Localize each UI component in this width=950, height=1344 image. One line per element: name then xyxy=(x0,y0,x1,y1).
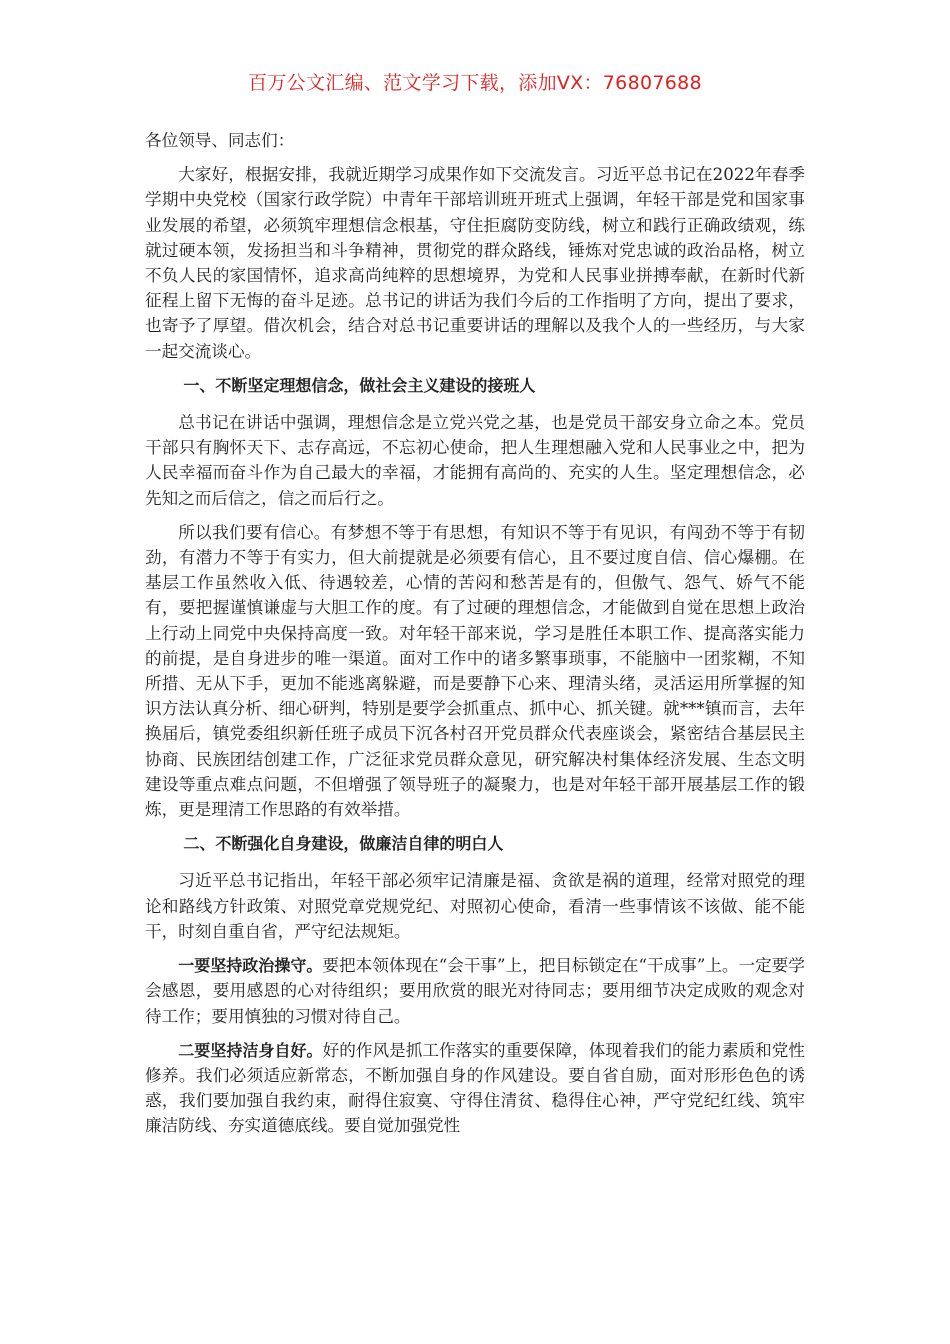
point-2-lead: 二要坚持洁身自好。 xyxy=(178,1040,323,1060)
document-body xyxy=(145,128,805,1148)
intro-paragraph: 大家好，根据安排，我就近期学习成果作如下交流发言。习近平总书记在2022年春季学期中央党校（国家行政学院）中青年干部培训班开班式上强调，年轻干部是党和国家事业发展的希望，必须筑牢理想信念根基，守住拒腐防变防线，树立和践行正确政绩观，练就过硬本领，发扬担当和斗争精神，贯彻党的群众路线，锤炼对党忠诚的政治品格，树立不负人民的家国情怀，追求高尚纯粹的思想境界，为党和人民事业拼搏奉献，在新时代新征程上留下无悔的奋斗足迹。总书记的讲话为我们今后的工作指明了方向，提出了要求，也寄予了厚望。借次机会，结合对总书记重要讲话的理解以及我个人的一些经历，与大家一起交流谈心。 xyxy=(145,165,805,361)
section-1-paragraph-2: 所以我们要有信心。有梦想不等于有思想，有知识不等于有见识，有闯劲不等于有韧劲，有潜力不等于有实力，但大前提就是必须要有信心，且不要过度自信、信心爆棚。在基层工作虽然收入低、待遇较差，心情的苦闷和愁苦是有的，但傲气、怨气、娇气不能有，要把握谨慎谦虚与大胆工作的度。有了过硬的理想信念，才能做到自觉在思想上政治上行动上同党中央保持高度一致。对年轻干部来说，学习是胜任本职工作、提高落实能力的前提，是自身进步的唯一渠道。面对工作中的诸多繁事琐事，不能脑中一团浆糊，不知所措、无从下手，更加不能逃离躲避，而是要静下心来、理清头绪，灵活运用所掌握的知识方法认真分析、细心研判，特别是要学会抓重点、抓中心、抓关键。就***镇而言，去年换届后，镇党委组织新任班子成员下沉各村召开党员群众代表座谈会，紧密结合基层民主协商、民族团结创建工作，广泛征求党员群众意见，研究解决村集体经济发展、生态文明建设等重点难点问题，不但增强了领导班子的凝聚力，也是对年轻干部开展基层工作的锻炼，更是理清工作思路的有效举措。 xyxy=(145,522,805,820)
point-2-text: 好的作风是抓工作落实的重要保障，体现着我们的能力素质和党性修养。我们必须适应新常态，不断加强自身的作风建设。要自省自励，面对形形色色的诱惑，我们要加强自我约束，耐得住寂寞、守得住清贫、稳得住心神，严守党纪红线、筑牢廉洁防线、夯实道德底线。要自觉加强党性 xyxy=(145,1040,805,1136)
section-2-point-1 xyxy=(145,953,805,1029)
salutation: 各位领导、同志们： xyxy=(145,131,295,150)
section-1-heading: 一、不断坚定理想信念，做社会主义建设的接班人 xyxy=(183,375,536,395)
point-1-lead: 一要坚持政治操守。 xyxy=(178,956,323,976)
section-2-paragraph-1: 习近平总书记指出，年轻干部必须牢记清廉是福、贪欲是祸的道理，经常对照党的理论和路线方针政策、对照党章党规党纪、对照初心使命，看清一些事情该不该做、能不能干，时刻自重自省，严守纪法规矩。 xyxy=(145,871,805,941)
section-2-point-2 xyxy=(145,1038,805,1139)
watermark-header: 百万公文汇编、范文学习下载，添加VX：76807688 xyxy=(248,72,702,94)
point-1-text: 要把本领体现在“会干事”上，把目标锁定在“干成事”上。一定要学会感恩，要用感恩的心对待组织；要用欣赏的眼光对待同志；要用细节决定成败的观念对待工作；要用慎独的习惯对待自己。 xyxy=(145,956,805,1026)
section-2-heading: 二、不断强化自身建设，做廉洁自律的明白人 xyxy=(183,834,504,854)
section-1-paragraph-1: 总书记在讲话中强调，理想信念是立党兴党之基，也是党员干部安身立命之本。党员干部只有胸怀天下、志存高远，不忘初心使命，把人生理想融入党和人民事业之中，把为人民幸福而奋斗作为自己最大的幸福，才能拥有高尚的、充实的人生。坚定理想信念，必先知之而后信之，信之而后行之。 xyxy=(145,413,805,508)
